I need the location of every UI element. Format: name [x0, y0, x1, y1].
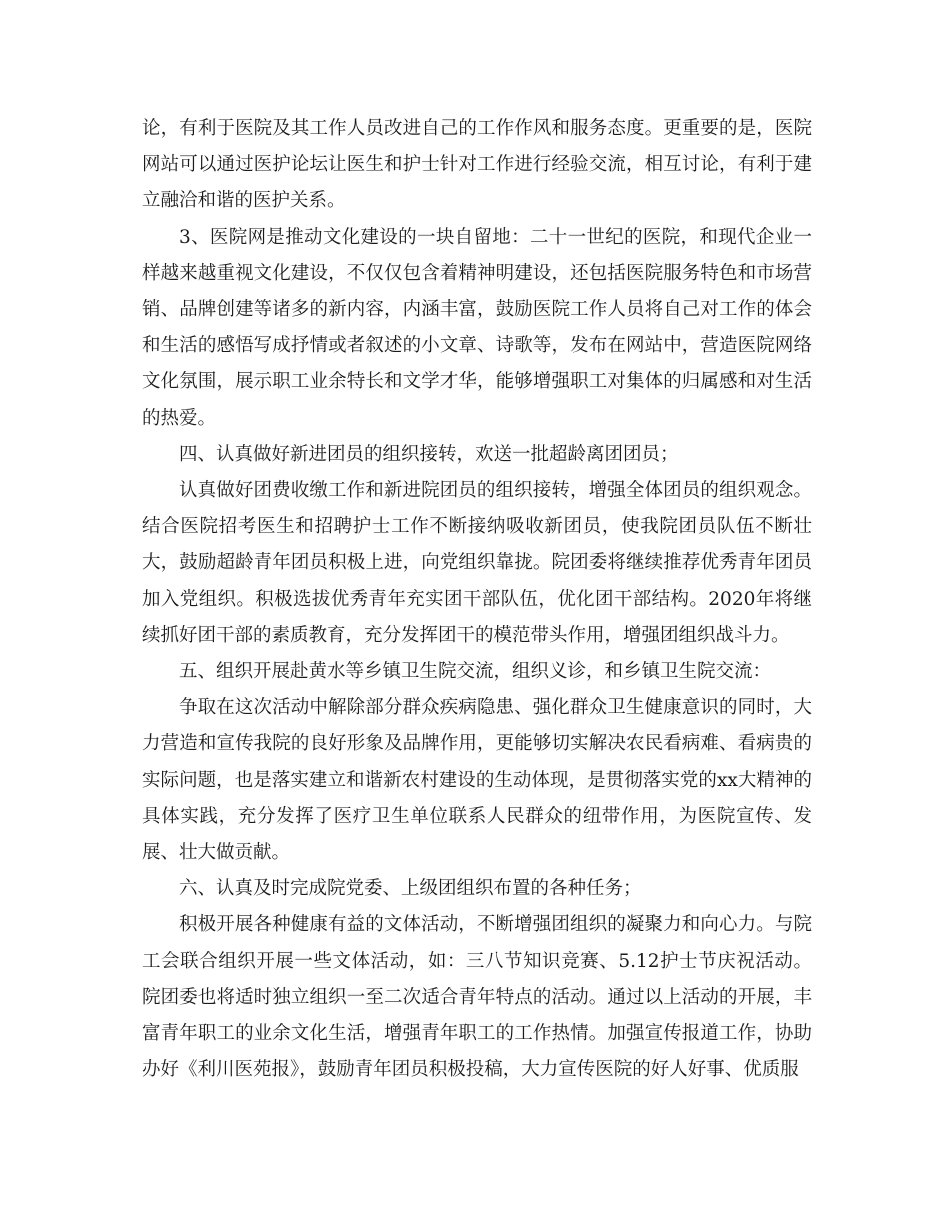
paragraph-membership: 认真做好团费收缴工作和新进院团员的组织接转，增强全体团员的组织观念。结合医院招考医生和招聘护士工作不断接纳吸收新团员，使我院团员队伍不断壮大，鼓励超龄青年团员积极上进，向党组织靠拢。院团委将继续推荐优秀青年团员加入党组织。积极选拔优秀青年充实团干部队伍，优化团干部结构。2020年将继续抓好团干部的素质教育，充分发挥团干的模范带头作用，增强团组织战斗力。: [142, 480, 812, 646]
paragraph-hospital-culture: 3、医院网是推动文化建设的一块自留地：二十一世纪的医院，和现代企业一样越来越重视文化建设，不仅仅包含着精神明建设，还包括医院服务特色和市场营销、品牌创建等诸多的新内容，内涵丰富，鼓励医院工作人员将自己对工作的体会和生活的感悟写成抒情或者叙述的小文章、诗歌等，发布在网站中，营造医院网络文化氛围，展示职工业余特长和文学才华，能够增强职工对集体的归属感和对生活的热爱。: [142, 226, 812, 429]
paragraph-continuation: 论，有利于医院及其工作人员改进自己的工作作风和服务态度。更重要的是，医院网站可以通过医护论坛让医生和护士针对工作进行经验交流，相互讨论，有利于建立融洽和谐的医护关系。: [142, 118, 812, 212]
section-heading-five: 五、组织开展赴黄水等乡镇卫生院交流，组织义诊，和乡镇卫生院交流：: [179, 661, 772, 683]
paragraph-activities: 积极开展各种健康有益的文体活动，不断增强团组织的凝聚力和向心力。与院工会联合组织开展一些文体活动，如：三八节知识竞赛、5.12护士节庆祝活动。院团委也将适时独立组织一至二次适合青年特点的活动。通过以上活动的开展，丰富青年职工的业余文化生活，增强青年职工的工作热情。加强宣传报道工作，协助办好《利川医苑报》，鼓励青年团员积极投稿，大力宣传医院的好人好事、优质服: [142, 914, 812, 1081]
document-body: [142, 111, 812, 1088]
section-heading-six: 六、认真及时完成院党委、上级团组织布置的各种任务；: [179, 878, 642, 900]
paragraph-clinic-exchange: 争取在这次活动中解除部分群众疾病隐患、强化群众卫生健康意识的同时，大力营造和宣传我院的良好形象及品牌作用，更能够切实解决农民看病难、看病贵的实际问题，也是落实建立和谐新农村建设的生动体现，是贯彻落实党的xx大精神的具体实践，充分发挥了医疗卫生单位联系人民群众的纽带作用，为医院宣传、发展、壮大做贡献。: [142, 697, 812, 864]
section-heading-four: 四、认真做好新进团员的组织接转，欢送一批超龄离团团员；: [179, 443, 679, 465]
